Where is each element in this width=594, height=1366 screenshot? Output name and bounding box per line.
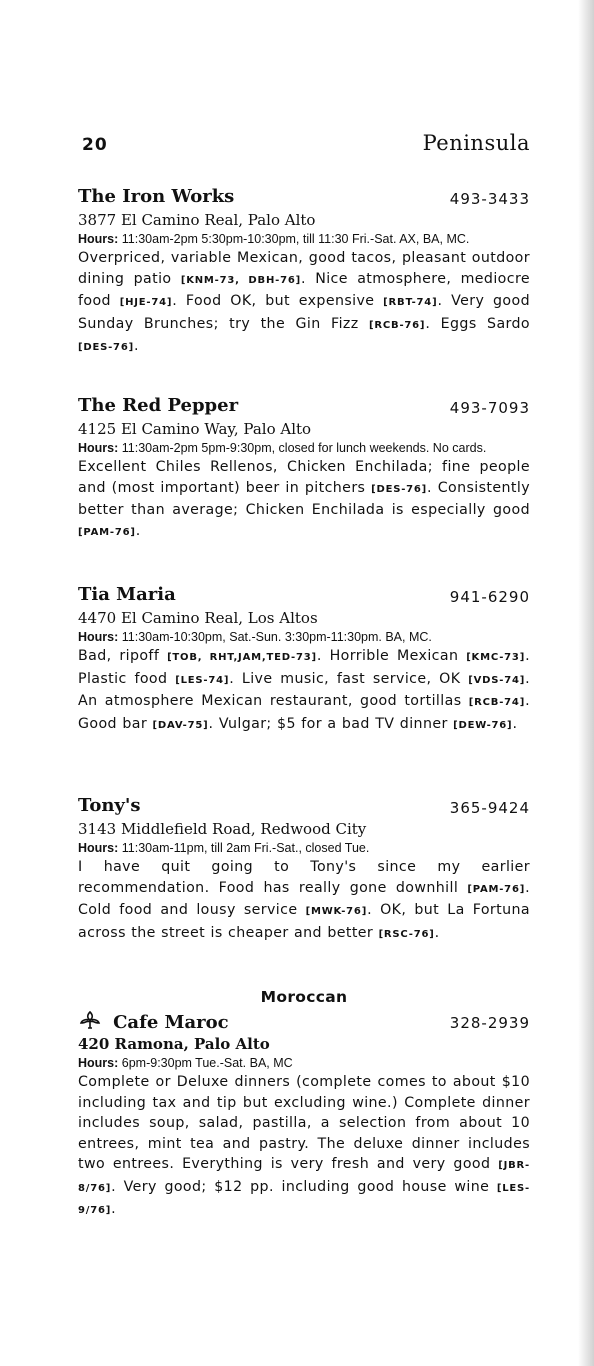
hours-label: Hours: [78,841,119,855]
review-text: . Horrible Mexican [316,648,467,664]
restaurant-phone: 493-7093 [449,399,530,417]
review-text: Bad, ripoff [78,648,168,664]
reviewer-ref: [HJE-74] [119,297,173,308]
restaurant-review [78,857,530,945]
restaurant-name: Cafe Maroc [113,1012,229,1033]
hours-label: Hours: [78,232,119,246]
restaurant-review [78,457,530,543]
page-number: 20 [82,135,108,155]
restaurant-hours [78,628,530,646]
reviewer-ref: [JBR-8/76] [78,1160,530,1194]
hours-label: Hours: [78,441,119,455]
restaurant-entry [78,795,530,945]
restaurant-review [78,646,530,736]
review-text: . An atmosphere Mexican restaurant, good tortillas [78,670,531,709]
restaurant-name: Tia Maria [78,584,176,605]
reviewer-ref: [DAV-75] [152,719,209,731]
review-text: . Food OK, but expensive [172,293,384,309]
reviewer-ref: [KNM-73, DBH-76] [180,274,301,286]
fleur-award-icon [78,1010,102,1034]
restaurant-entry [78,1010,530,1222]
restaurant-address: 3143 Middlefield Road, Redwood City [78,820,367,838]
review-text: . [512,715,518,732]
reviewer-ref: [MWK-76] [305,906,368,917]
restaurant-hours [78,230,530,248]
hours-label: Hours: [78,1056,119,1070]
review-text: . Plastic food [78,648,530,687]
hours-text: 11:30am-10:30pm, Sat.-Sun. 3:30pm-11:30pm. BA, MC. [121,630,432,644]
reviewer-ref: [RSC-76] [378,928,435,940]
restaurant-hours [78,839,530,857]
reviewer-ref: [DES-76] [78,342,134,353]
restaurant-entry [78,186,530,359]
restaurant-phone: 493-3433 [449,190,530,208]
restaurant-address: 420 Ramona, Palo Alto [78,1035,270,1053]
reviewer-ref: [LES-74] [175,674,230,686]
review-text: . [133,338,139,354]
review-text: . Good bar [78,693,530,732]
hours-text: 11:30am-11pm, till 2am Fri.-Sat., closed Tue. [121,841,370,855]
reviewer-ref: [PAM-76] [78,526,136,538]
hours-text: 6pm-9:30pm Tue.-Sat. BA, MC [121,1056,293,1070]
restaurant-name: The Red Pepper [78,395,239,416]
review-text: . [111,1201,117,1217]
restaurant-phone: 365-9424 [449,799,530,817]
hours-text: 11:30am-2pm 5pm-9:30pm, closed for lunch weekends. No cards. [121,441,487,455]
reviewer-ref: [LES-9/76] [78,1182,530,1216]
review-text: . Live music, fast service, OK [229,670,469,687]
review-text: Excellent Chiles Rellenos, Chicken Enchilada; fine people and (most important) beer in pitchers [78,459,530,496]
restaurant-review [78,248,530,359]
review-text: Complete or Deluxe dinners (complete comes to about $10 including tax and tip but excluding wine.) Complete dinner includes soup, salad, pastilla, a selection from about 10 entrees, mint tea and pastry. The deluxe dinner includes two entrees. Everything is very fresh and very good [78,1074,530,1172]
review-text: . [135,522,141,539]
reviewer-ref: [RCB-76] [369,319,426,331]
restaurant-entry [78,584,530,736]
reviewer-ref: [DES-76] [371,483,428,495]
review-text: I have quit going to Tony's since my earlier recommendation. Food has really gone downhill [78,859,530,896]
review-text: . Vulgar; $5 for a bad TV dinner [208,715,454,732]
restaurant-phone: 328-2939 [449,1014,530,1032]
review-text: . Very good; $12 pp. including good house wine [111,1178,497,1195]
reviewer-ref: [DEW-76] [453,719,513,731]
reviewer-ref: [KMC-73] [466,652,526,663]
reviewer-ref: [TOB, RHT,JAM,TED-73] [167,652,317,663]
reviewer-ref: [RCB-74] [468,697,526,708]
restaurant-entry [78,395,530,543]
hours-label: Hours: [78,630,119,644]
reviewer-ref: [VDS-74] [468,674,526,686]
page-edge-shadow [578,0,594,1366]
section-title: Peninsula [422,131,530,155]
review-text: Overpriced, variable Mexican, good tacos, pleasant outdoor dining patio [78,250,530,287]
review-text: . Very good Sunday Brunches; try the Gin Fizz [78,293,530,332]
restaurant-address: 4470 El Camino Real, Los Altos [78,609,318,627]
review-text: . Cold food and lousy service [78,879,530,918]
restaurant-name: The Iron Works [78,186,235,207]
reviewer-ref: [PAM-76] [467,883,526,895]
review-text: . [434,924,440,941]
restaurant-review [78,1072,530,1222]
restaurant-hours [78,439,530,457]
category-heading: Moroccan [260,988,348,1006]
restaurant-address: 4125 El Camino Way, Palo Alto [78,420,312,438]
page-header [82,131,530,161]
restaurant-phone: 941-6290 [449,588,530,606]
review-text: . Nice atmosphere, mediocre food [78,270,531,309]
restaurant-name: Tony's [78,795,141,816]
reviewer-ref: [RBT-74] [383,297,438,308]
review-text: . OK, but La Fortuna across the street is cheaper and better [78,902,530,941]
review-text: . Consistently better than average; Chicken Enchilada is especially good [78,479,530,518]
restaurant-hours [78,1054,530,1072]
review-text: . Eggs Sardo [425,315,531,332]
restaurant-address: 3877 El Camino Real, Palo Alto [78,211,316,229]
hours-text: 11:30am-2pm 5:30pm-10:30pm, till 11:30 Fri.-Sat. AX, BA, MC. [121,232,470,246]
